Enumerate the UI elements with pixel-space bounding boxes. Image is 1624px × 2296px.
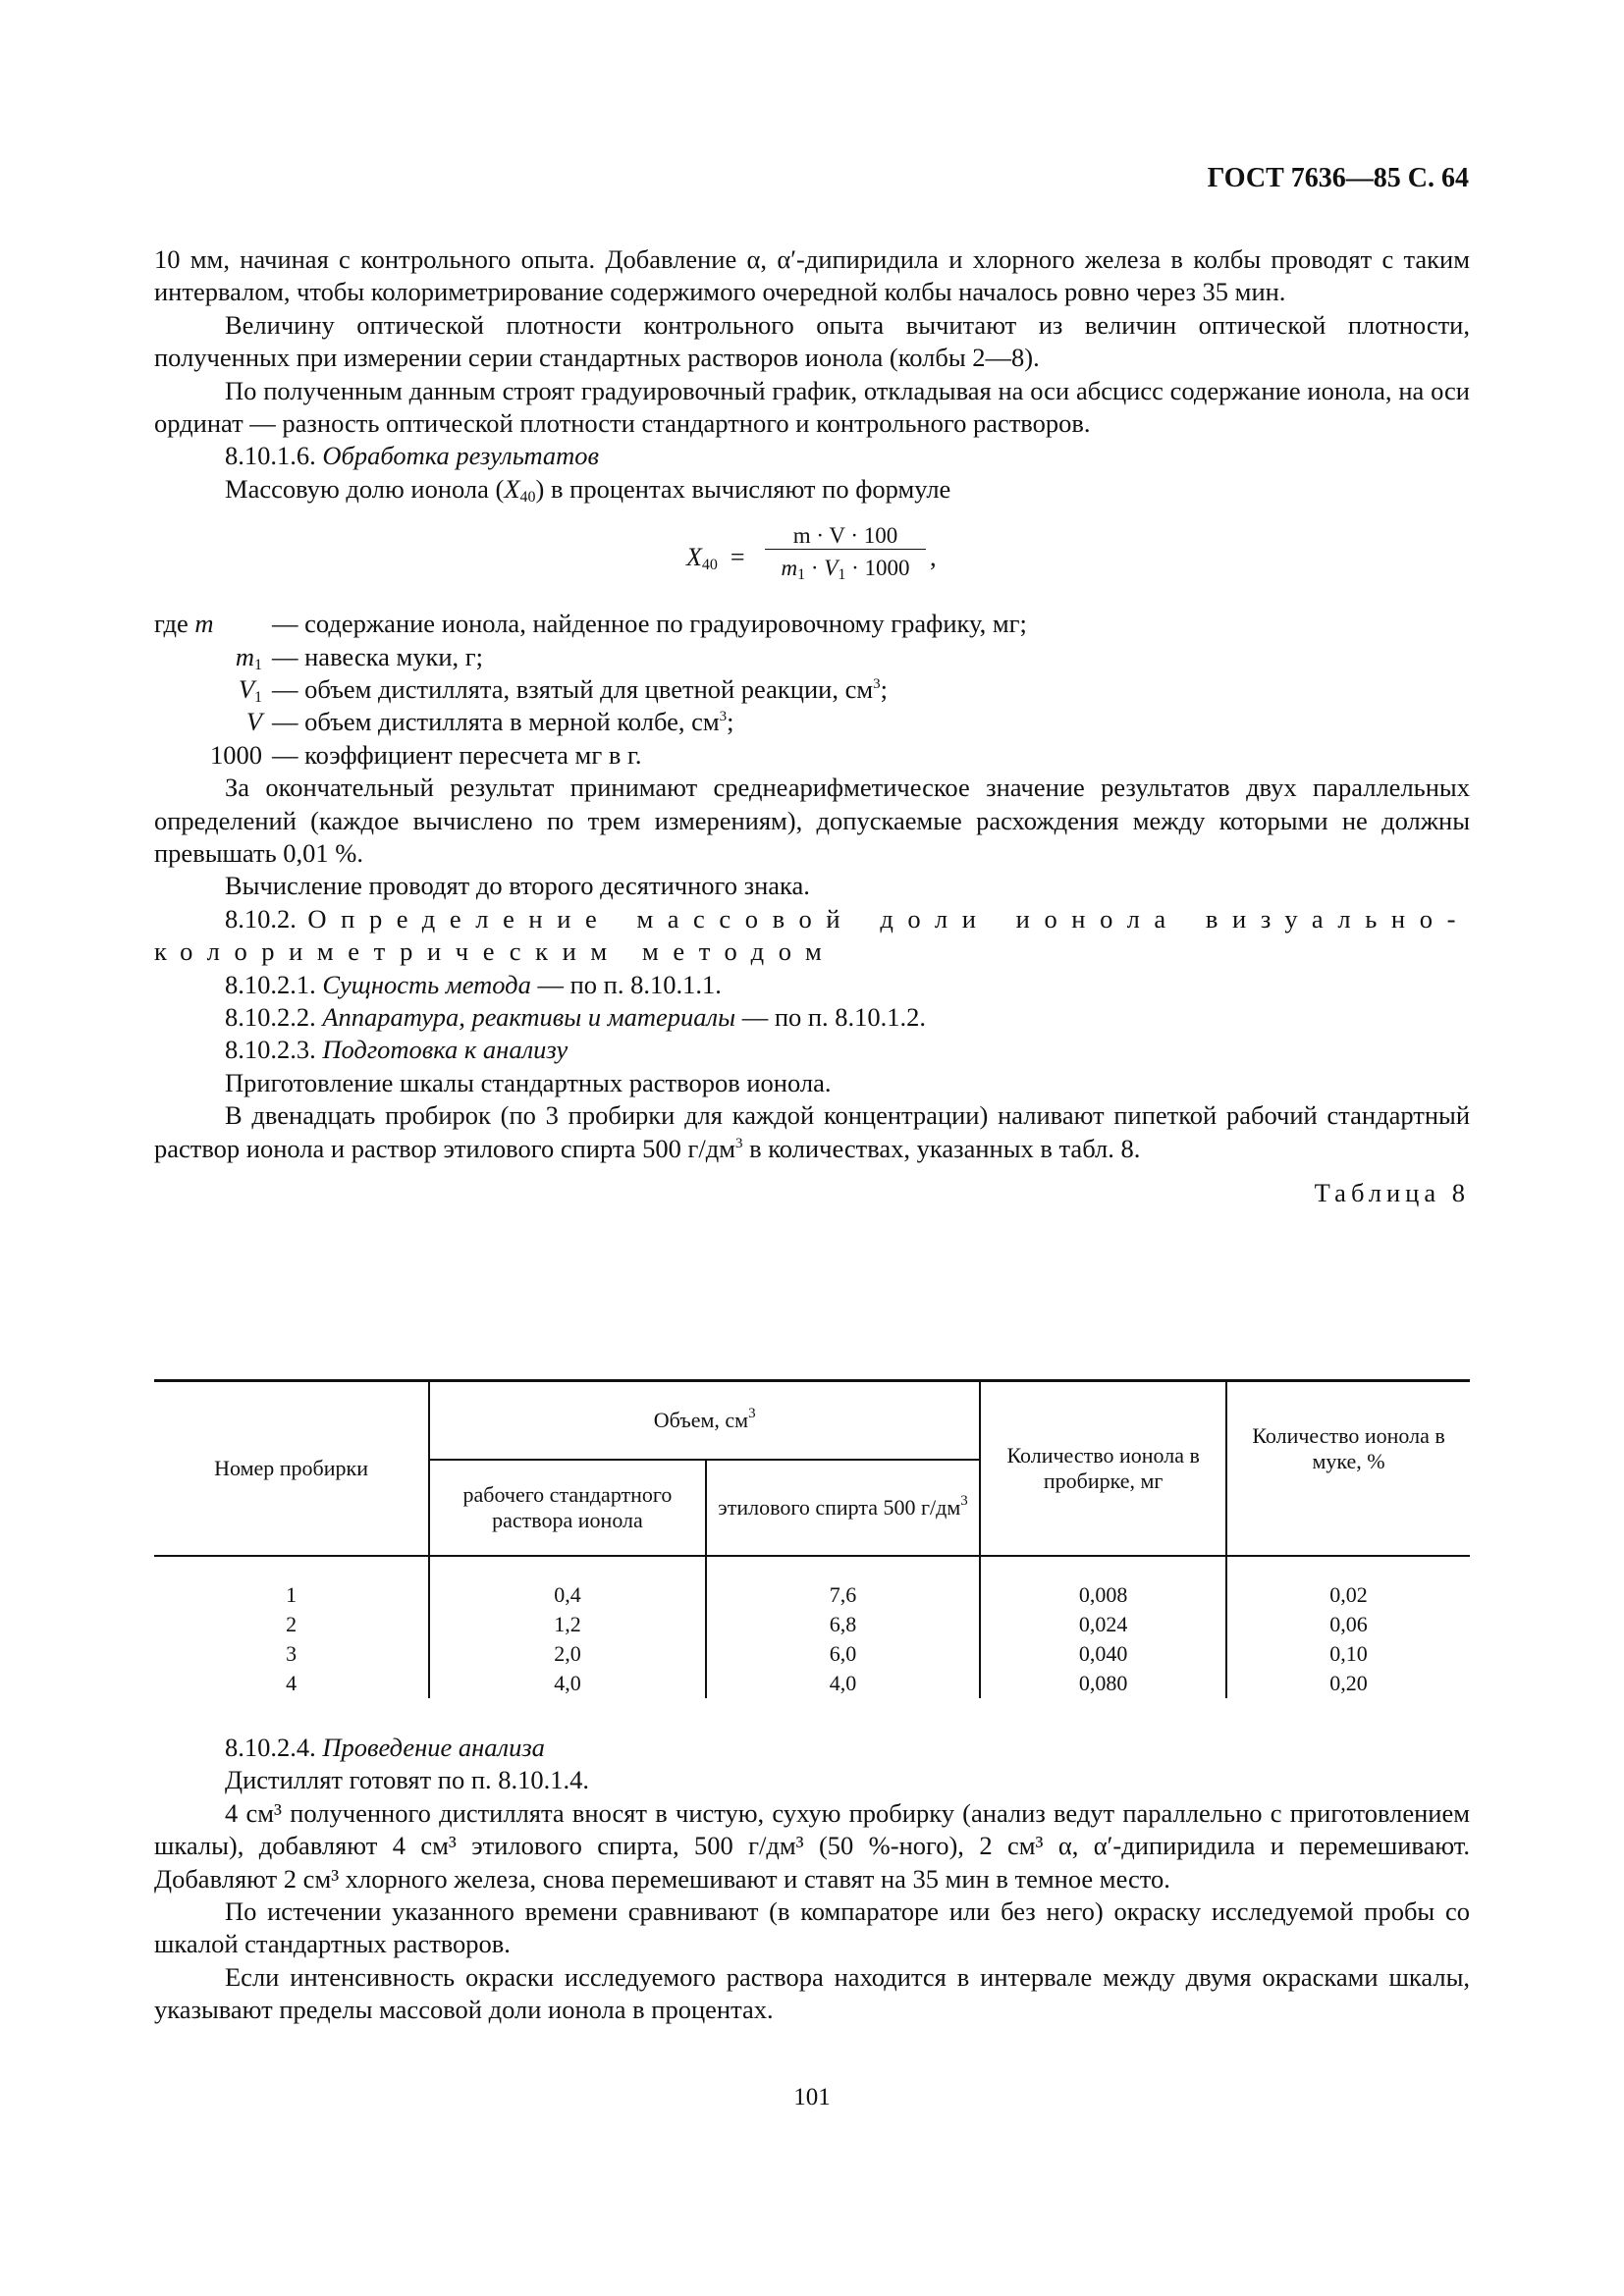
section-heading: 8.10.2.1. Сущность метода — по п. 8.10.1.1. — [225, 969, 722, 999]
paragraph: 10 мм, начиная с контрольного опыта. Добавление α, α′-дипиридила и хлорного железа в колбы проводят с таким интервалом, чтобы колориметрирование содержимого очередной колбы началось ровно через 35 мин. — [154, 244, 1470, 307]
formula: $X_{40}$ = m · V · 100 $m_1 \cdot V_1 \cdot 1000$ , — [154, 511, 1470, 600]
definition-row: $m_1$ — навеска муки, г; — [235, 641, 484, 673]
paragraph: Вычисление проводят до второго десятичного знака. — [225, 871, 810, 901]
formula-numerator: m · V · 100 — [792, 523, 898, 549]
section-title: Обработка результатов — [322, 441, 600, 471]
definition-row: V — объем дистиллята в мерной колбе, $см^3$; — [245, 707, 734, 737]
section-heading: 8.10.2.4. Проведение анализа — [225, 1733, 545, 1762]
header-qty-tube: Количество ионола в пробирке, мг — [980, 1381, 1226, 1556]
page-number: 101 — [793, 2084, 831, 2110]
paragraph: Приготовление шкалы стандартных растворов ионола. — [225, 1067, 832, 1097]
formula-fraction — [765, 519, 926, 584]
body-text-top — [154, 243, 1470, 1209]
paragraph: По истечении указанного времени сравнивают (в компараторе или без него) окраску исследуемой пробы со шкалой стандартных растворов. — [154, 1896, 1470, 1959]
definition-row: $V_1$ — объем дистиллята, взятый для цветной реакции, $см^3$; — [238, 674, 888, 707]
definition-row: где m — содержание ионола, найденное по градуировочному графику, мг; — [154, 609, 1027, 639]
paragraph: Массовую долю ионола $(X_{40})$ в процентах вычисляют по формуле — [225, 473, 951, 506]
header-volume: Объем, $см^3$ — [429, 1381, 980, 1461]
paragraph: 4 см³ полученного дистиллята вносят в чистую, сухую пробирку (анализ ведут параллельно с приготовлением шкалы), добавляют 4 см³ этилового спирта, 500 г/дм³ (50 %-ного), 2 см³ α, α′-дипиридила и перемешивают. Добавляют 2 см³ хлорного железа, снова перемешивают и ставят на 35 мин в темное место. — [154, 1797, 1470, 1894]
body-text-bottom — [154, 1732, 1470, 2027]
section-number: 8.10.1.6. — [225, 441, 316, 471]
header-work-solution: рабочего стандартного раствора ионола — [429, 1460, 706, 1555]
paragraph: Дистиллят готовят по п. 8.10.1.4. — [225, 1765, 590, 1795]
variable-definitions — [154, 608, 1470, 772]
table-row: 4 4,0 4,0 0,080 0,20 — [154, 1669, 1470, 1698]
page-header: ГОСТ 7636—85 С. 64 — [1207, 163, 1469, 193]
paragraph: По полученным данным строят градуировочный график, откладывая на оси абсцисс содержание ионола, на оси ординат — разность оптической плотности стандартного и контрольного растворов. — [154, 375, 1470, 439]
section-heading: 8.10.2.2. Аппаратура, реактивы и материалы — по п. 8.10.1.2. — [225, 1002, 927, 1033]
formula-denominator: $m_1 \cdot V_1 \cdot 1000$ — [781, 556, 910, 584]
formula-lhs: $X_{40}$ = — [686, 543, 745, 574]
table-row: 3 2,0 6,0 0,040 0,10 — [154, 1639, 1470, 1669]
paragraph: В двенадцать пробирок (по 3 пробирки для каждой концентрации) наливают пипеткой рабочий стандартный раствор ионола и раствор этилового спирта 500 $г/дм^3$ в количествах, указанных в табл. 8. — [154, 1100, 1470, 1163]
data-table — [154, 1379, 1470, 1698]
table-caption: Таблица 8 — [1314, 1178, 1470, 1208]
definition-row: 1000 — коэффициент пересчета мг в г. — [210, 739, 642, 770]
table-row: 2 1,2 6,8 0,024 0,06 — [154, 1610, 1470, 1639]
header-tube-number: Номер пробирки — [214, 1456, 368, 1480]
section-heading: 8.10.2. Определение массовой доли ионола визуально-колориметрическим методом — [154, 903, 1470, 967]
fraction-bar — [765, 549, 926, 550]
header-ethyl: этилового спирта 500 $г/дм^3$ — [706, 1460, 980, 1555]
section-heading — [154, 440, 1470, 472]
paragraph: За окончательный результат принимают среднеарифметическое значение результатов двух параллельных определений (каждое вычислено по трем измерениям), допускаемые расхождения между которыми не должны превышать 0,01 %. — [154, 773, 1470, 869]
paragraph: Величину оптической плотности контрольного опыта вычитают из величин оптической плотности, полученных при измерении серии стандартных растворов ионола (колбы 2—8). — [154, 309, 1470, 373]
table-row: 1 0,4 7,6 0,008 0,02 — [154, 1580, 1470, 1610]
paragraph: Если интенсивность окраски исследуемого раствора находится в интервале между двумя окрасками шкалы, указывают пределы массовой доли ионола в процентах. — [154, 1961, 1470, 2025]
section-heading: 8.10.2.3. Подготовка к анализу — [225, 1035, 568, 1065]
header-qty-flour: Количество ионола в муке, % — [1226, 1381, 1470, 1556]
